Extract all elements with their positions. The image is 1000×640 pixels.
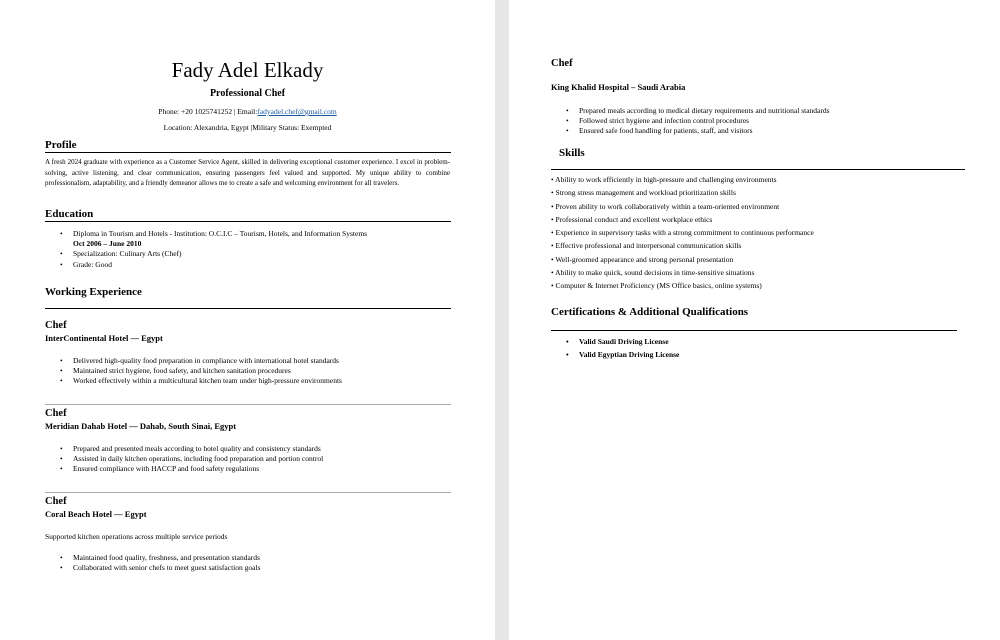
list-item: • Ability to work efficiently in high-pressure and challenging environments (551, 175, 777, 184)
list-item: • Ensured safe food handling for patients, staff, and visitors (551, 126, 830, 136)
certifications-divider (551, 330, 957, 331)
experience-divider (45, 308, 451, 309)
profile-text: A fresh 2024 graduate with experience as a Customer Service Agent, skilled in delivering exceptional customer experience. I excel in problem-solving, active listening, and clear communication, ensuring passengers feel valued and supported. My unique ability to combine professionalism, adaptability, and a friendly demeanor allows me to create a safe and welcoming environment for all travelers. (45, 158, 450, 188)
list-item: • Ability to make quick, sound decisions in time-sensitive situations (551, 268, 755, 278)
list-item: • Diploma in Tourism and Hotels - Institution: O.C.I.C – Tourism, Hotels, and Information Systems (45, 229, 367, 239)
list-item: • Maintained strict hygiene, food safety, and kitchen sanitation procedures (45, 366, 342, 376)
education-divider (45, 221, 451, 222)
list-item: • Grade: Good (45, 260, 367, 270)
certifications-heading: Certifications & Additional Qualifications (551, 306, 749, 318)
certifications-list (551, 335, 679, 361)
list-item: • Valid Egyptian Driving License (551, 348, 679, 361)
list-item: • Assisted in daily kitchen operations, including food preparation and portion control (45, 454, 323, 464)
job-title: Chef (45, 320, 67, 331)
job-title: Chef (45, 496, 67, 507)
list-item: • Ensured compliance with HACCP and food safety regulations (45, 464, 323, 474)
list-item: • Worked effectively within a multicultural kitchen team under high-pressure environments (45, 376, 342, 386)
list-item: • Computer & Internet Proficiency (MS Office basics, online systems) (551, 281, 762, 291)
phone-text: Phone: +20 1025741252 | Email: (158, 107, 258, 116)
list-item: • Effective professional and interpersonal communication skills (551, 241, 742, 251)
list-item: • Prepared and presented meals according to hotel quality and consistency standards (45, 444, 323, 454)
profile-heading: Profile (45, 139, 77, 151)
list-item: • Professional conduct and excellent workplace ethics (551, 214, 713, 224)
list-item: • Delivered high-quality food preparation in compliance with international hotel standards (45, 356, 342, 366)
job-bullets (45, 356, 342, 387)
job-employer: InterContinental Hotel — Egypt (45, 333, 163, 343)
list-item: • Followed strict hygiene and infection control procedures (551, 116, 830, 126)
list-item: • Collaborated with senior chefs to meet guest satisfaction goals (45, 563, 260, 573)
professional-title: Professional Chef (209, 88, 286, 99)
skills-list (551, 173, 814, 293)
list-item: • Well-groomed appearance and strong personal presentation (551, 254, 734, 264)
list-item: • Strong stress management and workload prioritization skills (551, 188, 736, 198)
email-link[interactable]: fadyadel.chef@gmail.com (257, 107, 337, 116)
education-list (45, 229, 367, 270)
job-bullets (45, 553, 260, 573)
job-employer: King Khalid Hospital – Saudi Arabia (551, 82, 686, 92)
job-divider (45, 404, 451, 405)
list-item: • Prepared meals according to medical dietary requirements and nutritional standards (551, 106, 830, 116)
education-heading: Education (45, 208, 94, 220)
job-bullets (45, 444, 323, 475)
job-divider (45, 492, 451, 493)
education-dates: Oct 2006 – June 2010 (73, 239, 142, 249)
resume-page-2 (509, 0, 1000, 640)
candidate-name: Fady Adel Elkady (171, 58, 324, 82)
job-employer: Meridian Dahab Hotel — Dahab, South Sinai, Egypt (45, 421, 237, 431)
location-line: Location: Alexandria, Egypt |Military Status: Exempted (163, 123, 332, 132)
list-item: • Proven ability to work collaboratively within a team-oriented environment (551, 201, 780, 211)
list-item: • Experience in supervisory tasks with a strong commitment to continuous performance (551, 228, 814, 238)
job-title: Chef (551, 58, 573, 69)
job-bullets (551, 106, 830, 137)
list-item: • Specialization: Culinary Arts (Chef) (45, 249, 367, 259)
profile-divider (45, 152, 451, 153)
job-summary: Supported kitchen operations across multiple service periods (45, 532, 228, 541)
contact-line (0, 107, 495, 116)
list-item: • Valid Saudi Driving License (551, 335, 679, 348)
experience-heading: Working Experience (45, 286, 142, 298)
skills-heading: Skills (559, 147, 585, 159)
job-title: Chef (45, 408, 67, 419)
list-item: • Maintained food quality, freshness, and presentation standards (45, 553, 260, 563)
skills-divider (551, 169, 965, 170)
resume-page-1 (0, 0, 495, 640)
job-employer: Coral Beach Hotel — Egypt (45, 509, 147, 519)
